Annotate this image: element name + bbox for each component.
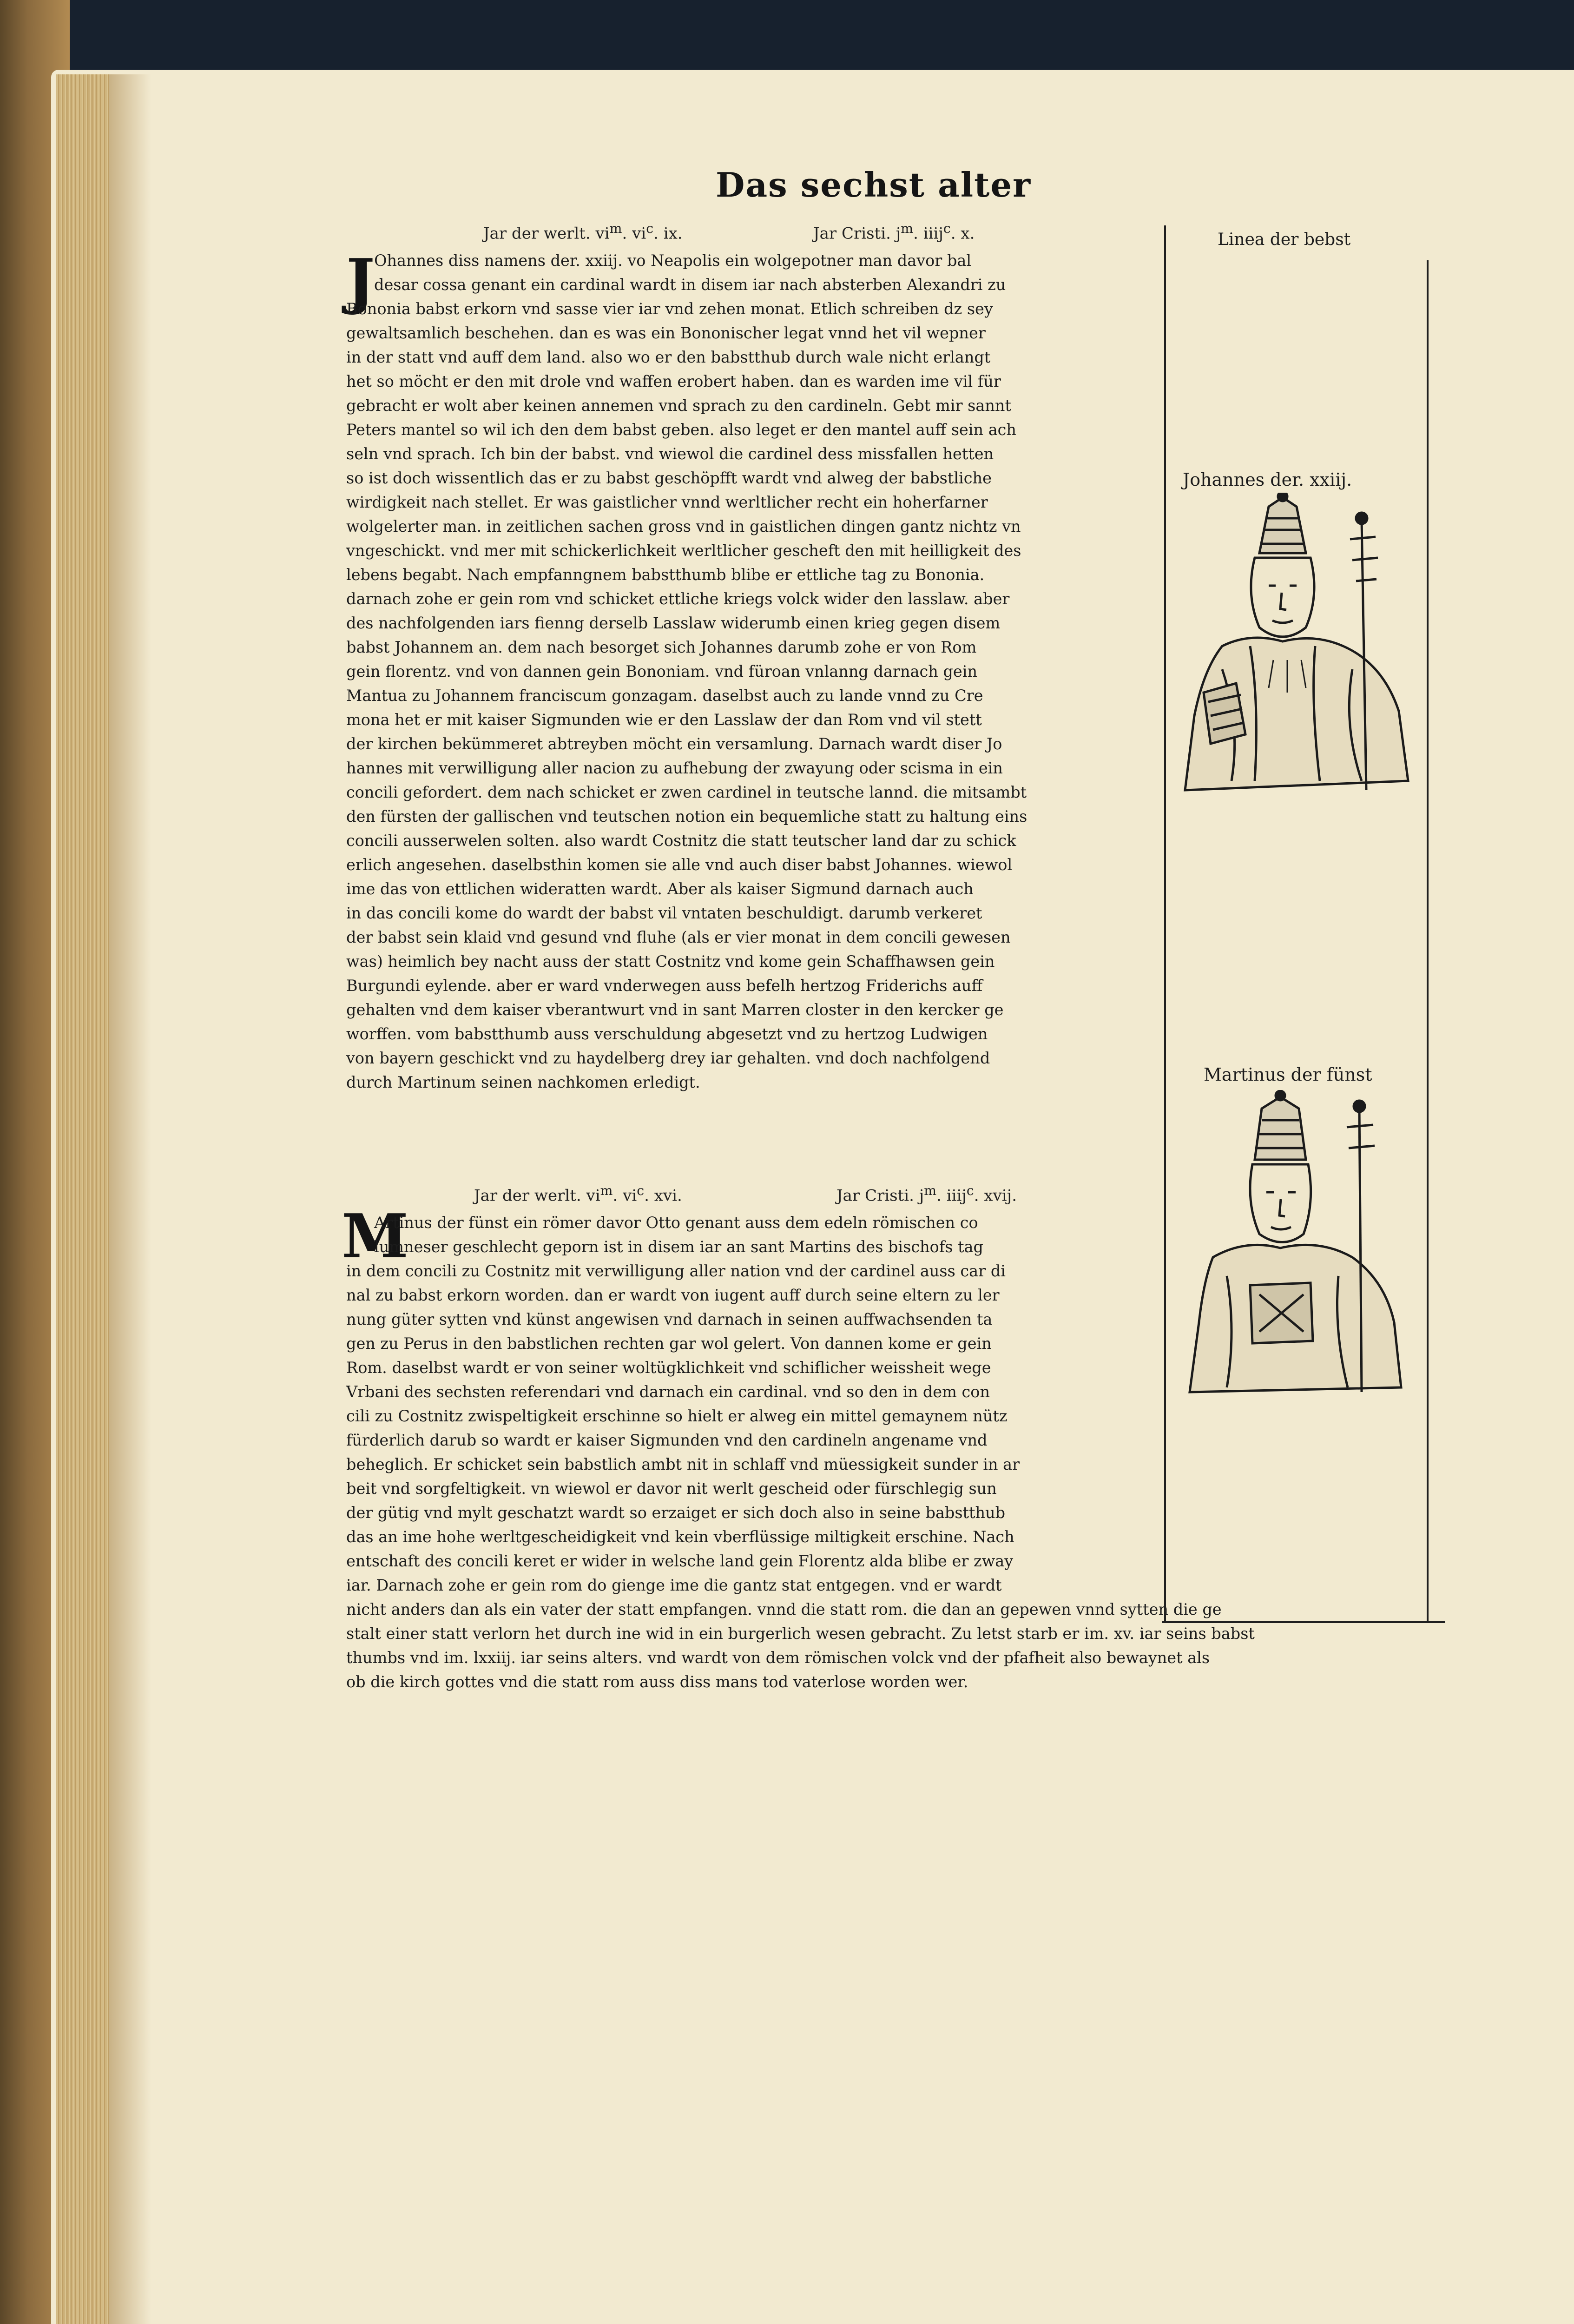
text-line: wirdigkeit nach stellet. Er was gaistlicher vnnd werltlicher recht ein hoherfarner xyxy=(346,493,988,511)
text-line: vngeschickt. vnd mer mit schickerlichkeit werltlicher gescheft den mit heilligkeit des xyxy=(346,541,1021,560)
text-line: den fürsten der gallischen vnd teutschen notion ein bequemliche statt zu haltung eins xyxy=(346,807,1027,825)
running-head: Das sechst alter xyxy=(716,165,1032,205)
text-line: der babst sein klaid vnd gesund vnd fluhe (als er vier monat in dem concili gewesen xyxy=(346,928,1011,946)
text-line: Bononia babst erkorn vnd sasse vier iar vnd zehen monat. Etlich schreiben dz sey xyxy=(346,300,993,318)
text-line: Artinus der fünst ein römer davor Otto genant auss dem edeln römischen co xyxy=(374,1214,978,1232)
entry1-year-christ: Jar Cristi. $j^m$. iiij$^c$. x. xyxy=(813,221,975,243)
text-line: wolgelerter man. in zeitlichen sachen gross vnd in gaistlichen dingen gantz nichtz vn xyxy=(346,517,1021,535)
text-line: nicht anders dan als ein vater der statt empfangen. vnnd die statt rom. die dan an gepewen vnnd sytten die ge xyxy=(346,1600,1222,1618)
text-line: so ist doch wissentlich das er zu babst geschöpfft wardt vnd alweg der babstliche xyxy=(346,469,992,487)
portrait1-label: Johannes der. xxiij. xyxy=(1183,469,1352,490)
pope-woodcut-portrait-2 xyxy=(1166,1090,1427,1415)
text-line: worffen. vom babstthumb auss verschuldung abgesetzt vnd zu hertzog Ludwigen xyxy=(346,1025,988,1043)
text-line: Burgundi eylende. aber er ward vnderwegen auss befelh hertzog Friderichs auff xyxy=(346,977,983,995)
text-line: iar. Darnach zohe er gein rom do gienge ime die gantz stat entgegen. vnd er wardt xyxy=(346,1576,1002,1594)
text-line: in dem concili zu Costnitz mit verwilligung aller nation vnd der cardinel auss car di xyxy=(346,1262,1006,1280)
entry1-body xyxy=(346,245,1027,1095)
text-line: nung güter sytten vnd künst angewisen vnd darnach in seinen auffwachsenden ta xyxy=(346,1310,993,1328)
text-line: gen zu Perus in den babstlichen rechten gar wol gelert. Von dannen kome er gein xyxy=(346,1334,992,1353)
text-line: lumneser geschlecht geporn ist in disem iar an sant Martins des bischofs tag xyxy=(374,1238,983,1256)
page-stack-edge xyxy=(56,74,113,2324)
text-line: der kirchen bekümmeret abtreyben möcht ein versamlung. Darnach wardt diser Jo xyxy=(346,735,1002,753)
text-line: nal zu babst erkorn worden. dan er wardt von iugent auff durch seine eltern zu ler xyxy=(346,1286,1000,1304)
text-line: concili gefordert. dem nach schicket er zwen cardinel in teutsche lannd. die mitsambt xyxy=(346,783,1027,801)
text-line: mona het er mit kaiser Sigmunden wie er den Lasslaw der dan Rom vnd vil stett xyxy=(346,711,982,729)
entry1-initial: J xyxy=(346,245,375,317)
text-line: Mantua zu Johannem franciscum gonzagam. daselbst auch zu lande vnnd zu Cre xyxy=(346,687,983,705)
portrait2-label: Martinus der fünst xyxy=(1204,1064,1372,1085)
text-line: in das concili kome do wardt der babst vil vntaten beschuldigt. darumb verkeret xyxy=(346,904,982,922)
text-line: Rom. daselbst wardt er von seiner woltügklichkeit vnd schiflicher weissheit wege xyxy=(346,1359,991,1377)
text-line: desar cossa genant ein cardinal wardt in disem iar nach absterben Alexandri zu xyxy=(374,276,1006,294)
text-line: was) heimlich bey nacht auss der statt Costnitz vnd kome gein Schaffhawsen gein xyxy=(346,952,995,971)
entry2-initial: M xyxy=(342,1201,408,1272)
entry1-year-world: Jar der werlt. $vi^m$. $vi^c$. ix. xyxy=(483,221,683,243)
text-line: ime das von ettlichen wideratten wardt. Aber als kaiser Sigmund darnach auch xyxy=(346,880,974,898)
text-line: in der statt vnd auff dem land. also wo er den babstthub durch wale nicht erlangt xyxy=(346,348,991,366)
text-line: entschaft des concili keret er wider in welsche land gein Florentz alda blibe er zway xyxy=(346,1552,1014,1570)
text-line: gehalten vnd dem kaiser vberantwurt vnd in sant Marren closter in den kercker ge xyxy=(346,1001,1004,1019)
text-line: cili zu Costnitz zwispeltigkeit erschinne so hielt er alweg ein mittel gemaynem nütz xyxy=(346,1407,1008,1425)
sidebar-title: Linea der bebst xyxy=(1218,230,1351,249)
text-line: Peters mantel so wil ich den dem babst geben. also leget er den mantel auff sein ach xyxy=(346,421,1017,439)
text-line: beheglich. Er schicket sein babstlich ambt nit in schlaff vnd müessigkeit sunder in ar xyxy=(346,1455,1020,1473)
text-line: ob die kirch gottes vnd die statt rom auss diss mans tod vaterlose worden wer. xyxy=(346,1673,968,1691)
gutter-shadow xyxy=(109,74,151,2324)
entry2-year-christ: Jar Cristi. $j^m$. iiij$^c$. xvij. xyxy=(836,1183,1017,1205)
text-line: erlich angesehen. daselbsthin komen sie alle vnd auch diser babst Johannes. wiewol xyxy=(346,856,1013,874)
entry2-year-world: Jar der werlt. $vi^m$. $vi^c$. xvi. xyxy=(474,1183,682,1205)
text-line: gein florentz. vnd von dannen gein Bononiam. vnd füroan vnlanng darnach gein xyxy=(346,662,978,680)
sidebar-right-rule xyxy=(1427,260,1429,1622)
text-line: hannes mit verwilligung aller nacion zu aufhebung der zwayung oder scisma in ein xyxy=(346,759,1003,777)
text-line: beit vnd sorgfeltigkeit. vn wiewol er davor nit werlt gescheid oder fürschlegig sun xyxy=(346,1479,997,1498)
text-line: lebens begabt. Nach empfanngnem babstthumb blibe er ettliche tag zu Bononia. xyxy=(346,566,985,584)
text-line: des nachfolgenden iars fienng derselb Lasslaw widerumb einen krieg gegen disem xyxy=(346,614,1001,632)
entry2-body xyxy=(346,1211,1255,1694)
text-line: das an ime hohe werltgescheidigkeit vnd kein vberflüssige miltigkeit erschine. Nach xyxy=(346,1528,1014,1546)
text-line: Vrbani des sechsten referendari vnd darnach ein cardinal. vnd so den in dem con xyxy=(346,1383,990,1401)
text-line: fürderlich darub so wardt er kaiser Sigmunden vnd den cardineln angename vnd xyxy=(346,1431,988,1449)
text-line: gewaltsamlich beschehen. dan es was ein Bononischer legat vnnd het vil wepner xyxy=(346,324,986,342)
text-line: concili ausserwelen solten. also wardt Costnitz die statt teutscher land dar zu schick xyxy=(346,832,1016,850)
text-line: Ohannes diss namens der. xxiij. vo Neapolis ein wolgepotner man davor bal xyxy=(374,251,972,270)
text-line: darnach zohe er gein rom vnd schicket ettliche kriegs volck wider den lasslaw. aber xyxy=(346,590,1010,608)
text-line: seln vnd sprach. Ich bin der babst. vnd wiewol die cardinel dess missfallen hetten xyxy=(346,445,994,463)
text-line: von bayern geschickt vnd zu haydelberg drey iar gehalten. vnd doch nachfolgend xyxy=(346,1049,990,1067)
text-line: durch Martinum seinen nachkomen erledigt. xyxy=(346,1073,700,1091)
text-line: thumbs vnd im. lxxiij. iar seins alters. vnd wardt von dem römischen volck vnd der pfafheit also bewaynet als xyxy=(346,1649,1210,1667)
text-line: het so möcht er den mit drole vnd waffen erobert haben. dan es warden ime vil für xyxy=(346,372,1001,390)
text-line: stalt einer statt verlorn het durch ine wid in ein burgerlich wesen gebracht. Zu letst starb er im. xv. iar seins babst xyxy=(346,1624,1255,1643)
text-line: der gütig vnd mylt geschatzt wardt so erzaiget er sich doch also in seine babstthub xyxy=(346,1504,1006,1522)
text-line: gebracht er wolt aber keinen annemen vnd sprach zu den cardineln. Gebt mir sannt xyxy=(346,396,1011,415)
sidebar-bottom-rule xyxy=(1162,1621,1445,1623)
pope-woodcut-portrait-1 xyxy=(1166,493,1427,818)
text-line: babst Johannem an. dem nach besorget sich Johannes darumb zohe er von Rom xyxy=(346,638,977,656)
